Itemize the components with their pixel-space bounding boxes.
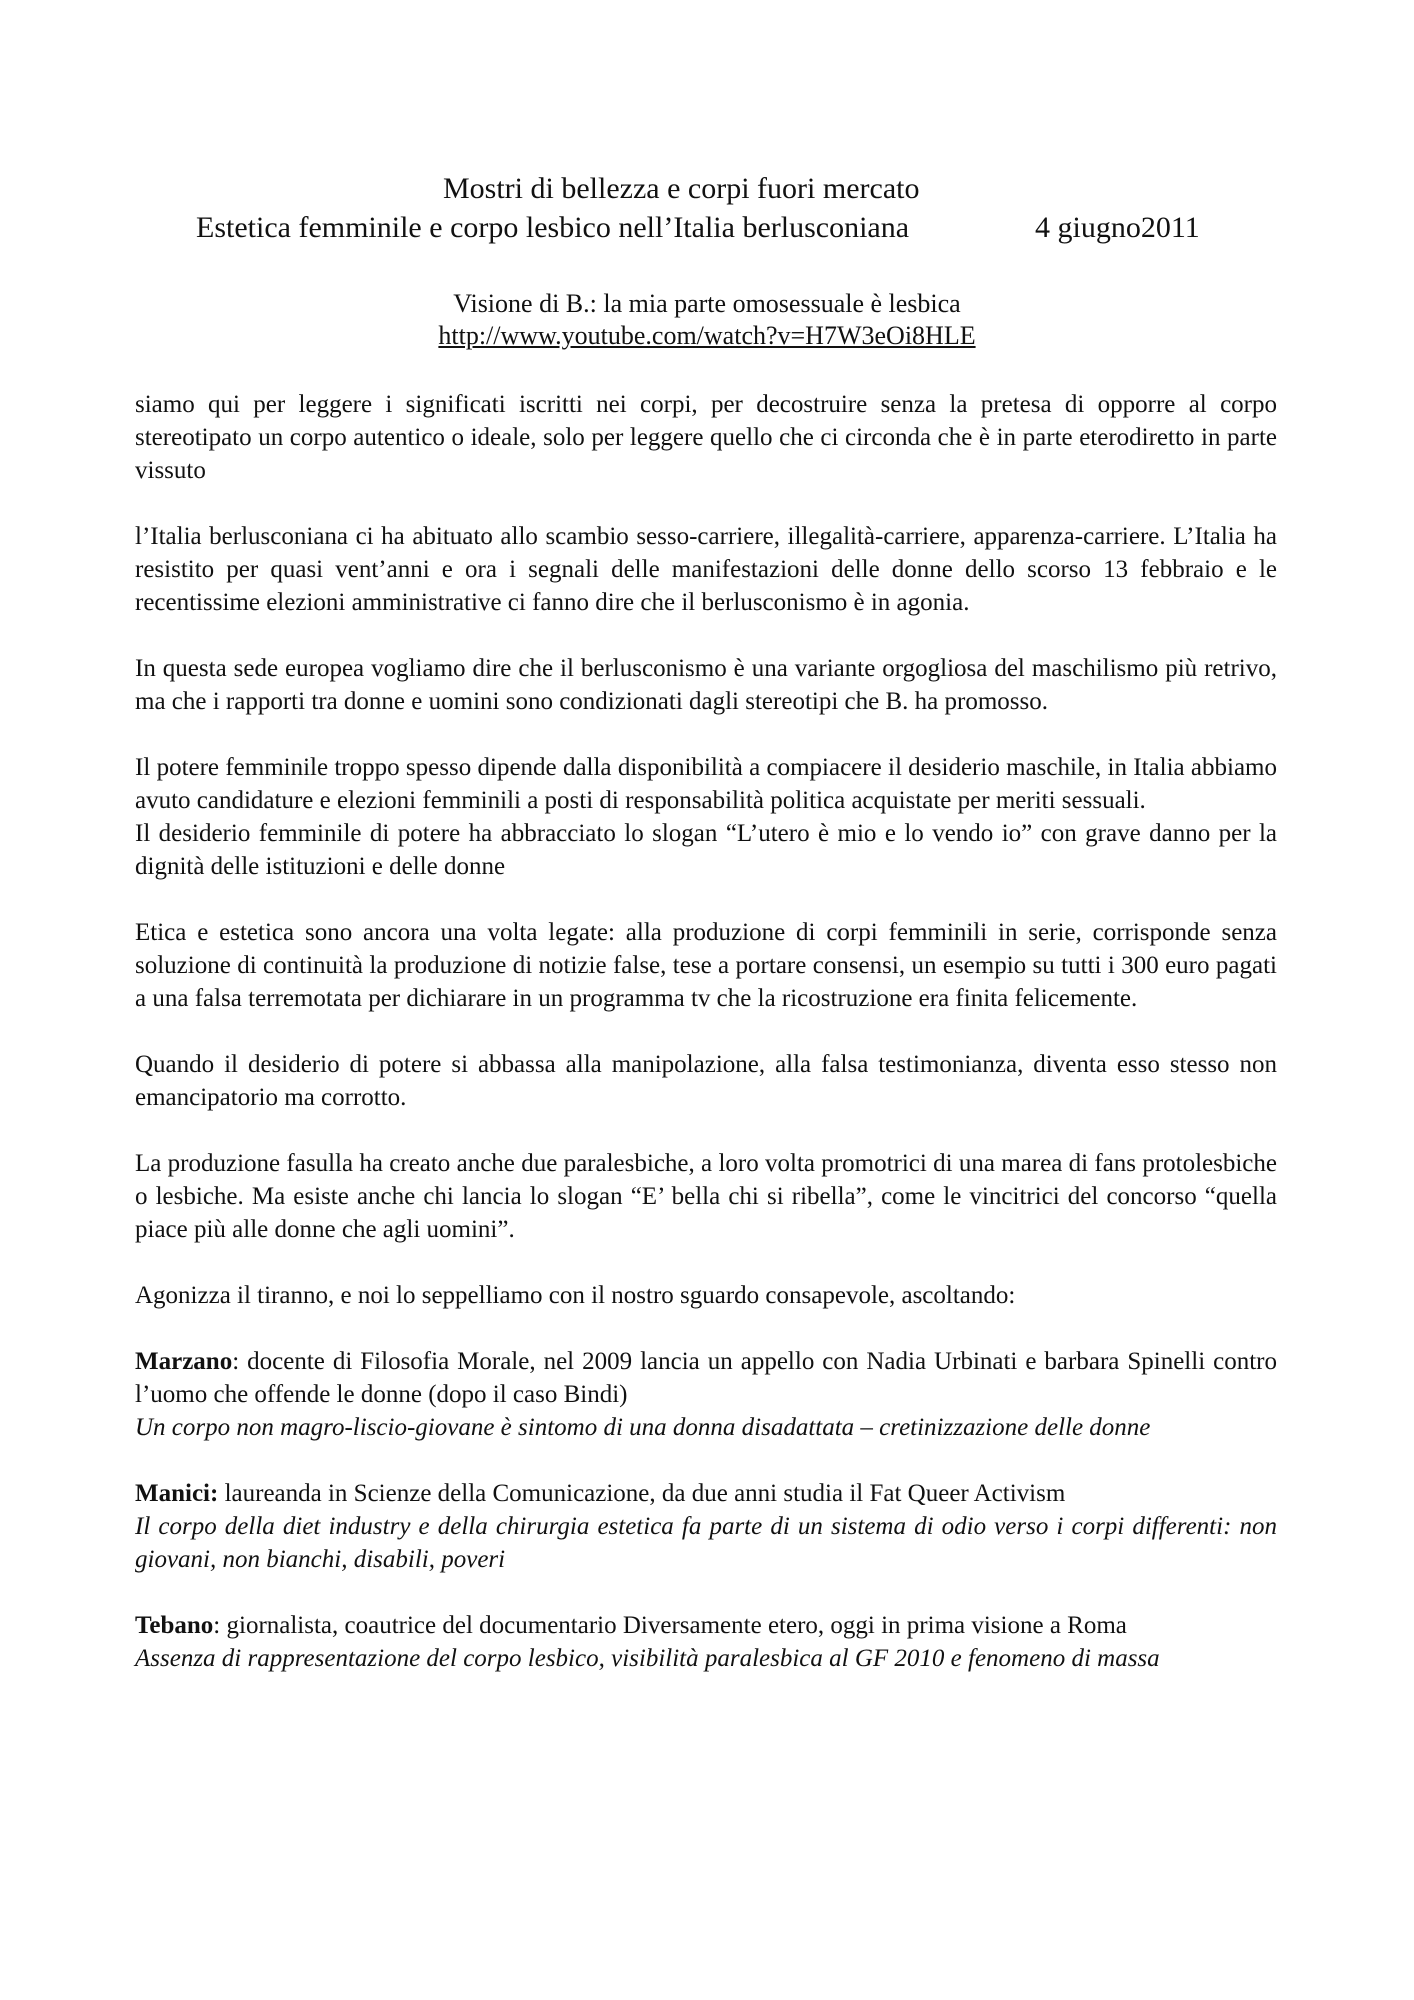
speaker-topic: Un corpo non magro-liscio-giovane è sintomo di una donna disadattata – cretinizzazione delle donne — [135, 1414, 1151, 1441]
paragraph-european-venue: In questa sede europea vogliamo dire che il berlusconismo è una variante orgogliosa del maschilismo più retrivo, ma che i rapporti tra donne e uomini sono condizionati dagli stereotipi che B. ha promosso. — [135, 655, 1277, 715]
speaker-name: Marzano — [135, 1348, 233, 1375]
video-link-line — [0, 320, 1414, 352]
speaker-name: Manici: — [135, 1480, 219, 1507]
speaker-topic: Il corpo della diet industry e della chirurgia estetica fa parte di un sistema di odio verso i corpi differenti: non giovani, non bianchi, disabili, poveri — [135, 1513, 1277, 1573]
document-body — [135, 388, 1277, 1675]
speaker-marzano — [135, 1345, 1277, 1444]
paragraph-berlusconian-italy: l’Italia berlusconiana ci ha abituato allo scambio sesso-carriere, illegalità-carriere, apparenza-carriere. L’Italia ha resistito per quasi vent’anni e ora i segnali delle manifestazioni delle donne dello scorso 13 febbraio e le recentissime elezioni amministrative ci fanno dire che il berlusconismo è in agonia. — [135, 523, 1277, 616]
speaker-name: Tebano — [135, 1612, 214, 1639]
video-link[interactable]: http://www.youtube.com/watch?v=H7W3eOi8HLE — [438, 321, 976, 350]
speaker-topic: Assenza di rappresentazione del corpo lesbico, visibilità paralesbica al GF 2010 e fenomeno di massa — [135, 1645, 1160, 1672]
document-date: 4 giugno2011 — [1035, 211, 1200, 244]
speaker-manici — [135, 1477, 1277, 1576]
paragraph-female-desire: Il desiderio femminile di potere ha abbracciato lo slogan “L’utero è mio e lo vendo io” con grave danno per la dignità delle istituzioni e delle donne — [135, 820, 1277, 880]
speaker-tebano — [135, 1609, 1277, 1675]
speaker-description: laureanda in Scienze della Comunicazione, da due anni studia il Fat Queer Activism — [218, 1480, 1066, 1507]
document-subtitle: Estetica femminile e corpo lesbico nell’Italia berlusconiana — [196, 211, 910, 244]
paragraph-female-power: Il potere femminile troppo spesso dipende dalla disponibilità a compiacere il desiderio maschile, in Italia abbiamo avuto candidature e elezioni femminili a posti di responsabilità politica acquistate per meriti sessuali. — [135, 754, 1277, 814]
paragraph-false-production: La produzione fasulla ha creato anche due paralesbiche, a loro volta promotrici di una marea di fans protolesbiche o lesbiche. Ma esiste anche chi lancia lo slogan “E’ bella chi si ribella”, come le vincitrici del concorso “quella piace più alle donne che agli uomini”. — [135, 1150, 1277, 1243]
paragraph-agony: Agonizza il tiranno, e noi lo seppelliamo con il nostro sguardo consapevole, ascoltando: — [135, 1282, 1016, 1309]
speaker-description: : giornalista, coautrice del documentario Diversamente etero, oggi in prima visione a Roma — [213, 1612, 1127, 1639]
vision-caption: Visione di B.: la mia parte omosessuale è lesbica — [453, 289, 961, 318]
paragraph-intro: siamo qui per leggere i significati iscritti nei corpi, per decostruire senza la pretesa di opporre al corpo stereotipato un corpo autentico o ideale, solo per leggere quello che ci circonda che è in parte eterodiretto in parte vissuto — [135, 391, 1277, 484]
speaker-description: : docente di Filosofia Morale, nel 2009 lancia un appello con Nadia Urbinati e barbara Spinelli contro l’uomo che offende le donne (dopo il caso Bindi) — [135, 1348, 1277, 1408]
document-title: Mostri di bellezza e corpi fuori mercato — [443, 172, 920, 205]
paragraph-manipulation: Quando il desiderio di potere si abbassa alla manipolazione, alla falsa testimonianza, diventa esso stesso non emancipatorio ma corrotto. — [135, 1051, 1277, 1111]
paragraph-ethics-aesthetics: Etica e estetica sono ancora una volta legate: alla produzione di corpi femminili in serie, corrisponde senza soluzione di continuità la produzione di notizie false, tese a portare consensi, un esempio su tutti i 300 euro pagati a una falsa terremotata per dichiarare in un programma tv che la ricostruzione era finita felicemente. — [135, 919, 1277, 1012]
